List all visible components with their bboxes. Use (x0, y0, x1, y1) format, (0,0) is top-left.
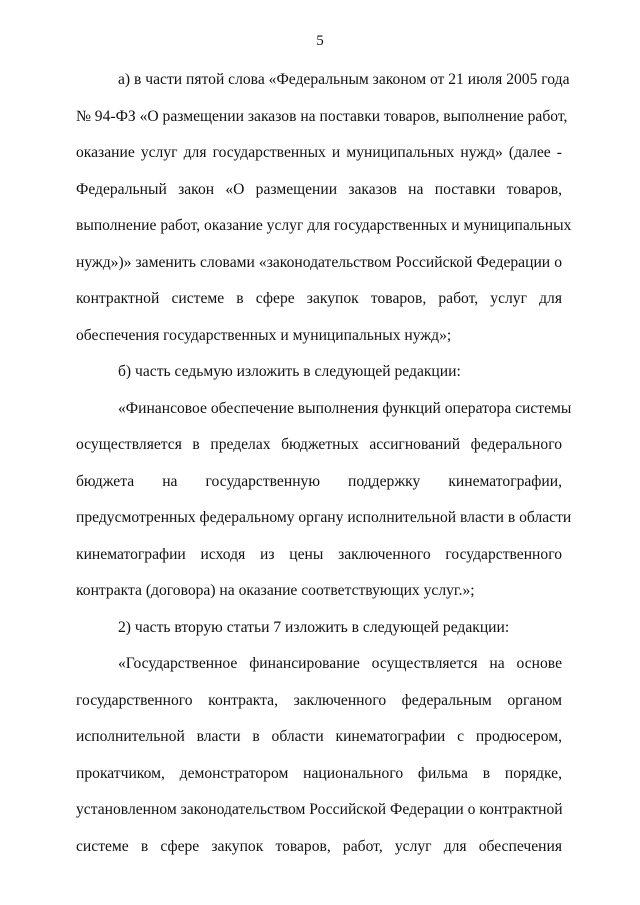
text-line: осуществляется в пределах бюджетных ассигнований федерального (76, 436, 562, 453)
document-body (76, 62, 572, 865)
text-line: «Финансовое обеспечение выполнения функций оператора системы (118, 399, 572, 417)
page-number: 5 (316, 33, 324, 49)
text-line: контрактной системе в сфере закупок товаров, работ, услуг для (76, 290, 562, 307)
text-line: прокатчиком, демонстратором национального фильма в порядке, (76, 764, 562, 782)
text-line: предусмотренных федеральному органу исполнительной власти в области (76, 509, 572, 526)
text-line: «Государственное финансирование осуществляется на основе (118, 655, 562, 672)
text-line: системе в сфере закупок товаров, работ, услуг для обеспечения (76, 837, 562, 855)
text-line: оказание услуг для государственных и муниципальных нужд» (далее - (76, 144, 562, 161)
text-line: Федеральный закон «О размещении заказов на поставки товаров, (76, 180, 562, 198)
text-line: б) часть седьмую изложить в следующей редакции: (118, 363, 461, 380)
text-line: государственного контракта, заключенного федеральным органом (76, 691, 562, 709)
text-line: установленном законодательством Российской Федерации о контрактной (76, 801, 563, 818)
text-line: нужд»)» заменить словами «законодательством Российской Федерации о (76, 253, 562, 271)
text-line: обеспечения государственных и муниципальных нужд»; (76, 326, 452, 344)
text-line: бюджета на государственную поддержку кинематографии, (76, 472, 562, 490)
text-line: исполнительной власти в области кинематографии с продюсером, (76, 728, 562, 745)
text-line: контракта (договора) на оказание соответствующих услуг.»; (76, 582, 475, 599)
text-line: кинематографии исходя из цены заключенного государственного (76, 545, 562, 563)
text-line: а) в части пятой слова «Федеральным законом от 21 июля 2005 года (118, 71, 570, 88)
text-line: № 94-ФЗ «О размещении заказов на поставки товаров, выполнение работ, (76, 107, 568, 125)
text-line: 2) часть вторую статьи 7 изложить в следующей редакции: (118, 618, 510, 636)
text-line: выполнение работ, оказание услуг для государственных и муниципальных (76, 217, 572, 234)
